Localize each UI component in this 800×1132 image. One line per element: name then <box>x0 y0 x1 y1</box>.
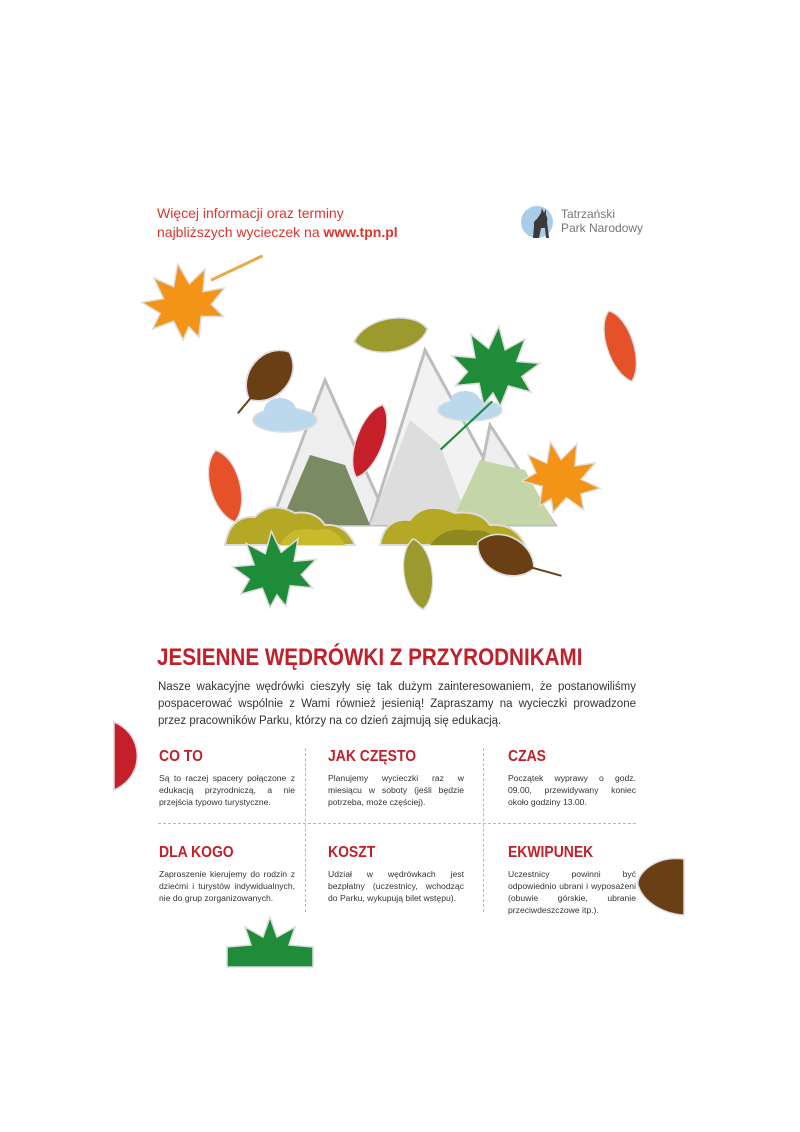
logo-line-2: Park Narodowy <box>561 221 644 235</box>
section-heading: JAK CZĘSTO <box>328 748 417 765</box>
brown-leaf-right-edge-icon <box>634 855 686 917</box>
info-line-2-text: najbliższych wycieczek na <box>157 224 324 240</box>
olive-leaf-bottom-icon <box>399 537 437 612</box>
red-orange-leaf-right-icon <box>596 307 644 386</box>
olive-leaf-icon <box>351 312 430 357</box>
grid-divider-vertical-2 <box>483 748 484 912</box>
website-link[interactable]: www.tpn.pl <box>323 224 398 240</box>
section-text: Uczestnicy powinni być odpowiednio ubrani i wyposażeni (obuwie górskie, ubranie przeciwdeszczowe itp.). <box>508 869 636 915</box>
orange-maple-leaf-icon <box>136 255 274 346</box>
section-text: Są to raczej spacery połączone z edukacją przyrodniczą, a nie przejścia typowo turystyczne. <box>159 773 295 807</box>
autumn-mountains-illustration <box>130 255 670 625</box>
section-heading: EKWIPUNEK <box>508 844 594 861</box>
section-heading: KOSZT <box>328 844 376 861</box>
section-czas <box>508 748 636 808</box>
page-title: JESIENNE WĘDRÓWKI Z PRZYRODNIKAMI <box>157 644 583 671</box>
red-leaf-left-edge-icon <box>110 720 144 792</box>
section-heading: CO TO <box>159 748 203 765</box>
grid-divider-horizontal <box>158 823 636 824</box>
section-text: Planujemy wycieczki raz w miesiącu w soboty (jeśli będzie potrzeba, może częściej). <box>328 773 464 807</box>
info-text <box>157 204 398 242</box>
info-line-2 <box>157 223 398 242</box>
green-maple-leaf-footer-icon <box>225 915 315 967</box>
section-co-to <box>159 748 295 808</box>
section-text: Początek wyprawy o godz. 09.00, przewidywany koniec około godziny 13.00. <box>508 773 636 807</box>
section-dla-kogo <box>159 844 295 904</box>
section-heading: DLA KOGO <box>159 844 234 861</box>
logo-line-1: Tatrzański <box>561 207 616 221</box>
logo-text <box>561 207 643 235</box>
section-jak-czesto <box>328 748 464 808</box>
intro-paragraph: Nasze wakacyjne wędrówki cieszyły się tak dużym zainteresowaniem, że postanowiliśmy pospacerować wspólnie z Wami również jesienią! Zapraszamy na wycieczki prowadzone przez pracowników Parku, którzy na co dzień zajmują się edukacją. <box>158 681 636 727</box>
red-orange-leaf-icon <box>201 446 249 526</box>
section-text: Zaproszenie kierujemy do rodzin z dziećmi i turystów indywidualnych, nie do grup zorganizowanych. <box>159 869 295 903</box>
section-koszt <box>328 844 464 904</box>
grid-divider-vertical-1 <box>305 748 306 912</box>
section-heading: CZAS <box>508 748 546 765</box>
info-line-1: Więcej informacji oraz terminy <box>157 205 344 221</box>
section-text: Udział w wędrówkach jest bezpłatny (uczestnicy, wchodząc do Parku, wykupują bilet wstępu). <box>328 869 464 903</box>
section-ekwipunek <box>508 844 636 916</box>
